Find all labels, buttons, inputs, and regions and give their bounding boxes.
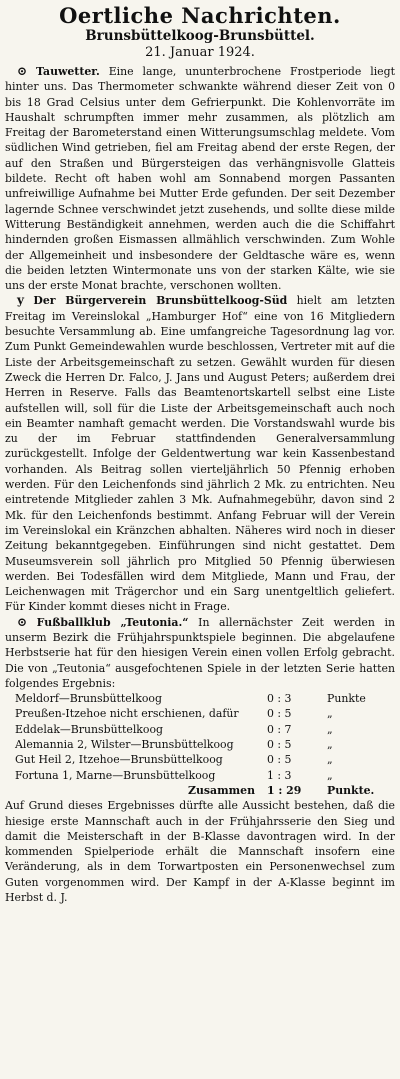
results-row — [15, 722, 387, 737]
article-lead: Der Bürgerverein Brunsbüttelkoog-Süd — [33, 294, 288, 308]
subheadline: Brunsbüttelkoog-Brunsbüttel. — [85, 28, 315, 44]
result-match: Alemannia 2, Wilster—Brunsbüttelkoog — [15, 738, 234, 752]
headline: Oertliche Nachrichten. — [59, 3, 341, 28]
article-marker: ⊙ — [17, 614, 28, 629]
total-score: 1 : 29 — [267, 783, 302, 797]
result-score: 1 : 3 — [267, 768, 292, 782]
article-body: hielt am letzten Freitag im Vereinslokal „Hamburger Hof“ eine von 16 Mitgliedern besuchte Versammlung ab. Eine umfangreiche Tagesordnung lag vor. Zum Punkt Gemeindewahlen wurde beschlossen, Vertreter mit auf die Liste der Arbeitsgemeinschaft zu setzen. Gewählt wurden für diesen Zweck die Herren Dr. Falco, J. Jans und August Peters; außerdem drei Herren in Reserve. Falls das Beamtenortskartell selbst eine Liste aufstellen will, soll für die Liste der Arbeitsgemeinschaft auch noch ein Beamter namhaft gemacht werden. Die Vorstandswahl wurde bis zu der im Februar stattfindenden Generalversammlung zurückgestellt. Infolge der Geldentwertung war kein Kassenbestand vorhanden. Als Beitrag sollen vierteljährlich 50 Pfennig erhoben werden. Für den Leichenfonds sind jährlich 2 Mk. zu entrichten. Neu eintretende Mitglieder zahlen 3 Mk. Aufnahmegebühr, davon sind 2 Mk. für den Leichenfonds bestimmt. Anfang Februar will der Verein im Vereinslokal ein Kränzchen abhalten. Näheres wird noch in dieser Zeitung bekanntgegeben. Einführungen sind nicht gestattet. Dem Museumsverein soll jährlich pro Mitglied 50 Pfennig überwiesen werden. Bei Todesfällen wird dem Mitgliede, Mann und Frau, der Leichenwagen mit Trägerchor und ein Sarg unentgeltlich geliefert. Für Kinder kommt dieses nicht in Frage. — [5, 294, 395, 614]
article-buergerverein — [5, 293, 395, 614]
article-marker: y — [17, 293, 24, 308]
result-match: Fortuna 1, Marne—Brunsbüttelkoog — [15, 768, 216, 782]
results-row — [15, 752, 387, 767]
result-unit: „ — [327, 753, 333, 767]
results-table — [15, 691, 387, 798]
dateline: 21. Januar 1924. — [145, 45, 255, 60]
article-body: In allernächster Zeit werden in unserm Bezirk die Frühjahrspunktspiele beginnen. Die abgelaufene Herbstserie hat für den hiesigen Verein einen vollen Erfolg gebracht. Die von „Teutonia“ ausgefochtenen Spiele in der letzten Serie hatten folgendes Ergebnis: — [5, 615, 395, 690]
result-score: 0 : 7 — [267, 722, 292, 736]
article-teutonia — [5, 615, 395, 691]
result-match: Gut Heil 2, Itzehoe—Brunsbüttelkoog — [15, 753, 223, 767]
result-unit: „ — [327, 707, 333, 721]
results-row — [15, 691, 387, 706]
result-unit: „ — [327, 722, 333, 736]
result-match: Meldorf—Brunsbüttelkoog — [15, 692, 162, 706]
result-score: 0 : 5 — [267, 738, 292, 752]
article-body: Eine lange, ununterbrochene Frostperiode liegt hinter uns. Das Thermometer schwankte während dieser Zeit von 0 bis 18 Grad Celsius unter dem Gefrierpunkt. Die Kohlenvorräte im Haushalt schrumpften immer mehr zusammen, als plötzlich am Freitag der Barometerstand einen Witterungsumschlag meldete. Vom südlichen Wind getrieben, fiel am Freitag abend der erste Regen, der auf den Straßen und Bürgersteigen das verhängnisvolle Glatteis bildete. Recht oft haben wohl am Sonnabend morgen Passanten unfreiwillige Aufnahme bei Mutter Erde gefunden. Der seit Dezember lagernde Schnee verschwindet jetzt zusehends, und sollte diese milde Witterung Beständigkeit annehmen, werden auch die die Schiffahrt hindernden großen Eismassen allmählich verschwinden. Zum Wohle der Allgemeinheit und insbesondere der Geldtasche wäre es, wenn die beiden letzten Wintermonate uns von der starken Kälte, wie sie uns der erste Monat brachte, verschonen wollten. — [5, 65, 395, 293]
article-lead: Tauwetter. — [35, 65, 100, 78]
article-lead: Fußballklub „Teutonia.“ — [36, 615, 189, 629]
result-match: Preußen-Itzehoe nicht erschienen, dafür — [15, 707, 239, 721]
total-unit: Punkte. — [327, 783, 375, 797]
results-row — [15, 706, 387, 721]
article-tauwetter — [5, 64, 395, 293]
results-total-row — [15, 783, 387, 798]
total-label: Zusammen — [188, 783, 255, 797]
results-row — [15, 737, 387, 752]
results-row — [15, 768, 387, 783]
result-score: 0 : 3 — [267, 692, 292, 706]
article-teutonia-closing: Auf Grund dieses Ergebnisses dürfte alle Aussicht bestehen, daß die hiesige erste Mannschaft auch in der Frühjahrsserie den Sieg und damit die Meisterschaft in der B-Klasse davontragen wird. In der kommenden Spielperiode erhält die Mannschaft insofern eine Veränderung, als in dem Torwartposten ein Personenwechsel zum Guten vorgenommen wird. Der Kampf in der A-Klasse beginnt im Herbst d. J. — [5, 799, 395, 905]
result-score: 0 : 5 — [267, 707, 292, 721]
article-marker: ⊙ — [17, 64, 28, 78]
result-score: 0 : 5 — [267, 753, 292, 767]
result-unit: Punkte — [327, 692, 366, 706]
result-unit: „ — [327, 768, 333, 782]
result-unit: „ — [327, 738, 333, 752]
result-match: Eddelak—Brunsbüttelkoog — [15, 722, 163, 736]
